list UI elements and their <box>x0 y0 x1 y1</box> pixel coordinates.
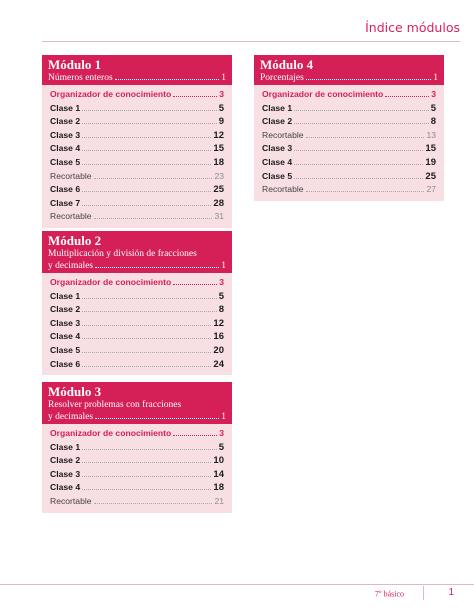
toc-entry-organizer[interactable] <box>50 427 224 441</box>
toc-entry-clase[interactable] <box>50 129 224 143</box>
entry-page-number: 15 <box>213 143 224 155</box>
entry-label: Clase 2 <box>50 455 81 466</box>
entry-page-number: 25 <box>213 184 224 196</box>
grade-label: 7$^o$ básico <box>374 589 404 599</box>
entry-label: Clase 1 <box>262 102 293 113</box>
module-1 <box>42 55 232 228</box>
module-title: Módulo 1 <box>48 57 102 72</box>
module-2 <box>42 231 232 375</box>
entry-page-number: 16 <box>213 331 224 343</box>
entry-label: Organizador de conocimiento <box>50 428 172 438</box>
entry-label: Organizador de conocimiento <box>262 89 384 99</box>
entry-page-number: 3 <box>219 428 224 438</box>
entry-label: Clase 3 <box>50 317 81 328</box>
toc-entry-clase[interactable] <box>50 102 224 116</box>
dot-leader <box>94 503 213 504</box>
dot-leader <box>82 338 211 339</box>
dot-leader <box>94 218 213 219</box>
dot-leader <box>82 325 211 326</box>
subtitle-line <box>48 399 226 411</box>
dot-leader <box>82 150 211 151</box>
toc-entry-clase[interactable] <box>50 441 224 455</box>
module-title: Módulo 2 <box>48 233 102 248</box>
dot-leader <box>94 178 213 179</box>
entry-label: Clase 2 <box>50 304 81 315</box>
entry-page-number: 5 <box>218 102 224 114</box>
toc-entry-clase[interactable] <box>50 142 224 156</box>
entry-label: Clase 4 <box>50 143 81 154</box>
subtitle-page-number: 1 <box>221 261 226 271</box>
module-subtitle[interactable] <box>260 72 438 84</box>
toc-entry-clase[interactable] <box>50 290 224 304</box>
entry-label: Recortable <box>50 170 92 181</box>
toc-entry-clase[interactable] <box>262 102 436 116</box>
toc-entry-recortable[interactable] <box>50 495 224 509</box>
entry-page-number: 20 <box>213 344 224 356</box>
entry-page-number: 25 <box>425 170 436 182</box>
dot-leader <box>82 205 211 206</box>
dot-leader <box>294 164 423 165</box>
module-subtitle[interactable] <box>48 248 226 272</box>
subtitle-page-number: 1 <box>433 73 438 83</box>
entry-page-number: 27 <box>426 184 436 195</box>
toc-entry-clase[interactable] <box>50 115 224 129</box>
entry-page-number: 18 <box>213 156 224 168</box>
module-contents <box>42 85 232 228</box>
dot-leader <box>294 178 423 179</box>
entry-label: Clase 6 <box>50 358 81 369</box>
entry-label: Clase 1 <box>50 102 81 113</box>
entry-page-number: 12 <box>213 317 224 329</box>
entry-label: Clase 3 <box>262 143 293 154</box>
toc-entry-recortable[interactable] <box>262 183 436 197</box>
module-3 <box>42 382 232 513</box>
entry-page-number: 5 <box>430 102 436 114</box>
dot-leader <box>82 449 217 450</box>
toc-entry-recortable[interactable] <box>50 210 224 224</box>
entry-label: Clase 4 <box>50 482 81 493</box>
entry-label: Clase 5 <box>50 344 81 355</box>
module-header <box>42 231 232 273</box>
entry-page-number: 8 <box>430 116 436 128</box>
subtitle-text: Números enteros <box>48 73 113 83</box>
dot-leader <box>95 418 219 419</box>
dot-leader <box>82 123 217 124</box>
entry-label: Clase 4 <box>50 331 81 342</box>
entry-page-number: 24 <box>213 358 224 370</box>
dot-leader <box>82 191 211 192</box>
module-4 <box>254 55 444 201</box>
entry-page-number: 23 <box>214 170 224 181</box>
module-contents <box>42 273 232 375</box>
subtitle-page-number: 1 <box>221 412 226 422</box>
dot-leader <box>82 462 211 463</box>
module-subtitle[interactable] <box>48 399 226 423</box>
entry-page-number: 9 <box>218 116 224 128</box>
toc-entry-clase[interactable] <box>262 142 436 156</box>
footer-separator <box>423 586 424 600</box>
dot-leader <box>95 267 219 268</box>
toc-entry-clase[interactable] <box>50 156 224 170</box>
entry-label: Clase 2 <box>262 116 293 127</box>
toc-entry-recortable[interactable] <box>262 129 436 143</box>
module-header <box>42 382 232 424</box>
toc-entry-clase[interactable] <box>262 170 436 184</box>
toc-entry-clase[interactable] <box>50 303 224 317</box>
entry-page-number: 31 <box>214 211 224 222</box>
dot-leader <box>82 298 217 299</box>
subtitle-line <box>260 72 438 84</box>
entry-label: Clase 6 <box>50 184 81 195</box>
entry-page-number: 13 <box>426 129 436 140</box>
dot-leader <box>173 284 217 285</box>
entry-page-number: 5 <box>218 441 224 453</box>
entry-label: Clase 2 <box>50 116 81 127</box>
entry-page-number: 15 <box>425 143 436 155</box>
entry-page-number: 3 <box>431 89 436 99</box>
dot-leader <box>82 110 217 111</box>
page-number: 1 <box>448 587 454 598</box>
toc-entry-organizer[interactable] <box>50 88 224 102</box>
dot-leader <box>294 150 423 151</box>
entry-label: Clase 4 <box>262 156 293 167</box>
module-contents <box>254 85 444 201</box>
toc-entry-clase[interactable] <box>50 183 224 197</box>
entry-page-number: 12 <box>213 129 224 141</box>
entry-label: Organizador de conocimiento <box>50 89 172 99</box>
dot-leader <box>306 137 425 138</box>
entry-page-number: 3 <box>219 277 224 287</box>
entry-page-number: 18 <box>213 482 224 494</box>
subtitle-text: y decimales <box>48 261 94 271</box>
page-title: Índice módulos <box>365 20 460 35</box>
entry-page-number: 21 <box>214 495 224 506</box>
dot-leader <box>294 110 429 111</box>
entry-label: Recortable <box>50 211 92 222</box>
module-title: Módulo 4 <box>260 57 314 72</box>
toc-entry-clase[interactable] <box>262 115 436 129</box>
subtitle-text: y decimales <box>48 412 94 422</box>
subtitle-text: Multiplicación y división de fracciones <box>48 249 197 259</box>
subtitle-page-number: 1 <box>221 73 226 83</box>
dot-leader <box>82 476 211 477</box>
module-title: Módulo 3 <box>48 384 102 399</box>
toc-entry-organizer[interactable] <box>262 88 436 102</box>
subtitle-line <box>48 411 226 423</box>
toc-entry-clase[interactable] <box>50 197 224 211</box>
entry-page-number: 5 <box>218 290 224 302</box>
module-header <box>254 55 444 85</box>
dot-leader <box>82 137 211 138</box>
dot-leader <box>82 164 211 165</box>
entry-label: Recortable <box>262 129 304 140</box>
entry-label: Clase 3 <box>50 468 81 479</box>
dot-leader <box>173 435 217 436</box>
toc-entry-clase[interactable] <box>50 481 224 495</box>
footer-divider <box>0 584 474 585</box>
toc-entry-clase[interactable] <box>50 344 224 358</box>
header-divider <box>42 41 460 42</box>
entry-page-number: 19 <box>425 156 436 168</box>
toc-entry-recortable[interactable] <box>50 170 224 184</box>
subtitle-line <box>48 248 226 260</box>
entry-label: Clase 1 <box>50 290 81 301</box>
dot-leader <box>115 79 220 80</box>
entry-page-number: 10 <box>213 455 224 467</box>
dot-leader <box>385 96 429 97</box>
subtitle-text: Resolver problemas con fracciones <box>48 400 182 410</box>
dot-leader <box>82 489 211 490</box>
dot-leader <box>82 366 211 367</box>
toc-entry-clase[interactable] <box>50 454 224 468</box>
dot-leader <box>82 311 217 312</box>
entry-label: Clase 1 <box>50 441 81 452</box>
entry-page-number: 8 <box>218 304 224 316</box>
entry-label: Clase 7 <box>50 197 81 208</box>
entry-label: Clase 5 <box>262 170 293 181</box>
toc-entry-clase[interactable] <box>50 317 224 331</box>
dot-leader <box>173 96 217 97</box>
entry-page-number: 3 <box>219 89 224 99</box>
module-header <box>42 55 232 85</box>
entry-label: Organizador de conocimiento <box>50 277 172 287</box>
subtitle-line <box>48 72 226 84</box>
dot-leader <box>306 79 431 80</box>
dot-leader <box>294 123 429 124</box>
entry-label: Recortable <box>262 184 304 195</box>
subtitle-line <box>48 260 226 272</box>
subtitle-text: Porcentajes <box>260 73 304 83</box>
dot-leader <box>306 191 425 192</box>
dot-leader <box>82 352 211 353</box>
toc-entry-clase[interactable] <box>50 358 224 372</box>
module-contents <box>42 424 232 513</box>
module-subtitle[interactable] <box>48 72 226 84</box>
entry-page-number: 14 <box>213 468 224 480</box>
toc-entry-clase[interactable] <box>50 468 224 482</box>
toc-entry-clase[interactable] <box>262 156 436 170</box>
entry-label: Clase 5 <box>50 156 81 167</box>
toc-entry-clase[interactable] <box>50 330 224 344</box>
entry-label: Clase 3 <box>50 129 81 140</box>
toc-entry-organizer[interactable] <box>50 276 224 290</box>
entry-page-number: 28 <box>213 197 224 209</box>
entry-label: Recortable <box>50 495 92 506</box>
